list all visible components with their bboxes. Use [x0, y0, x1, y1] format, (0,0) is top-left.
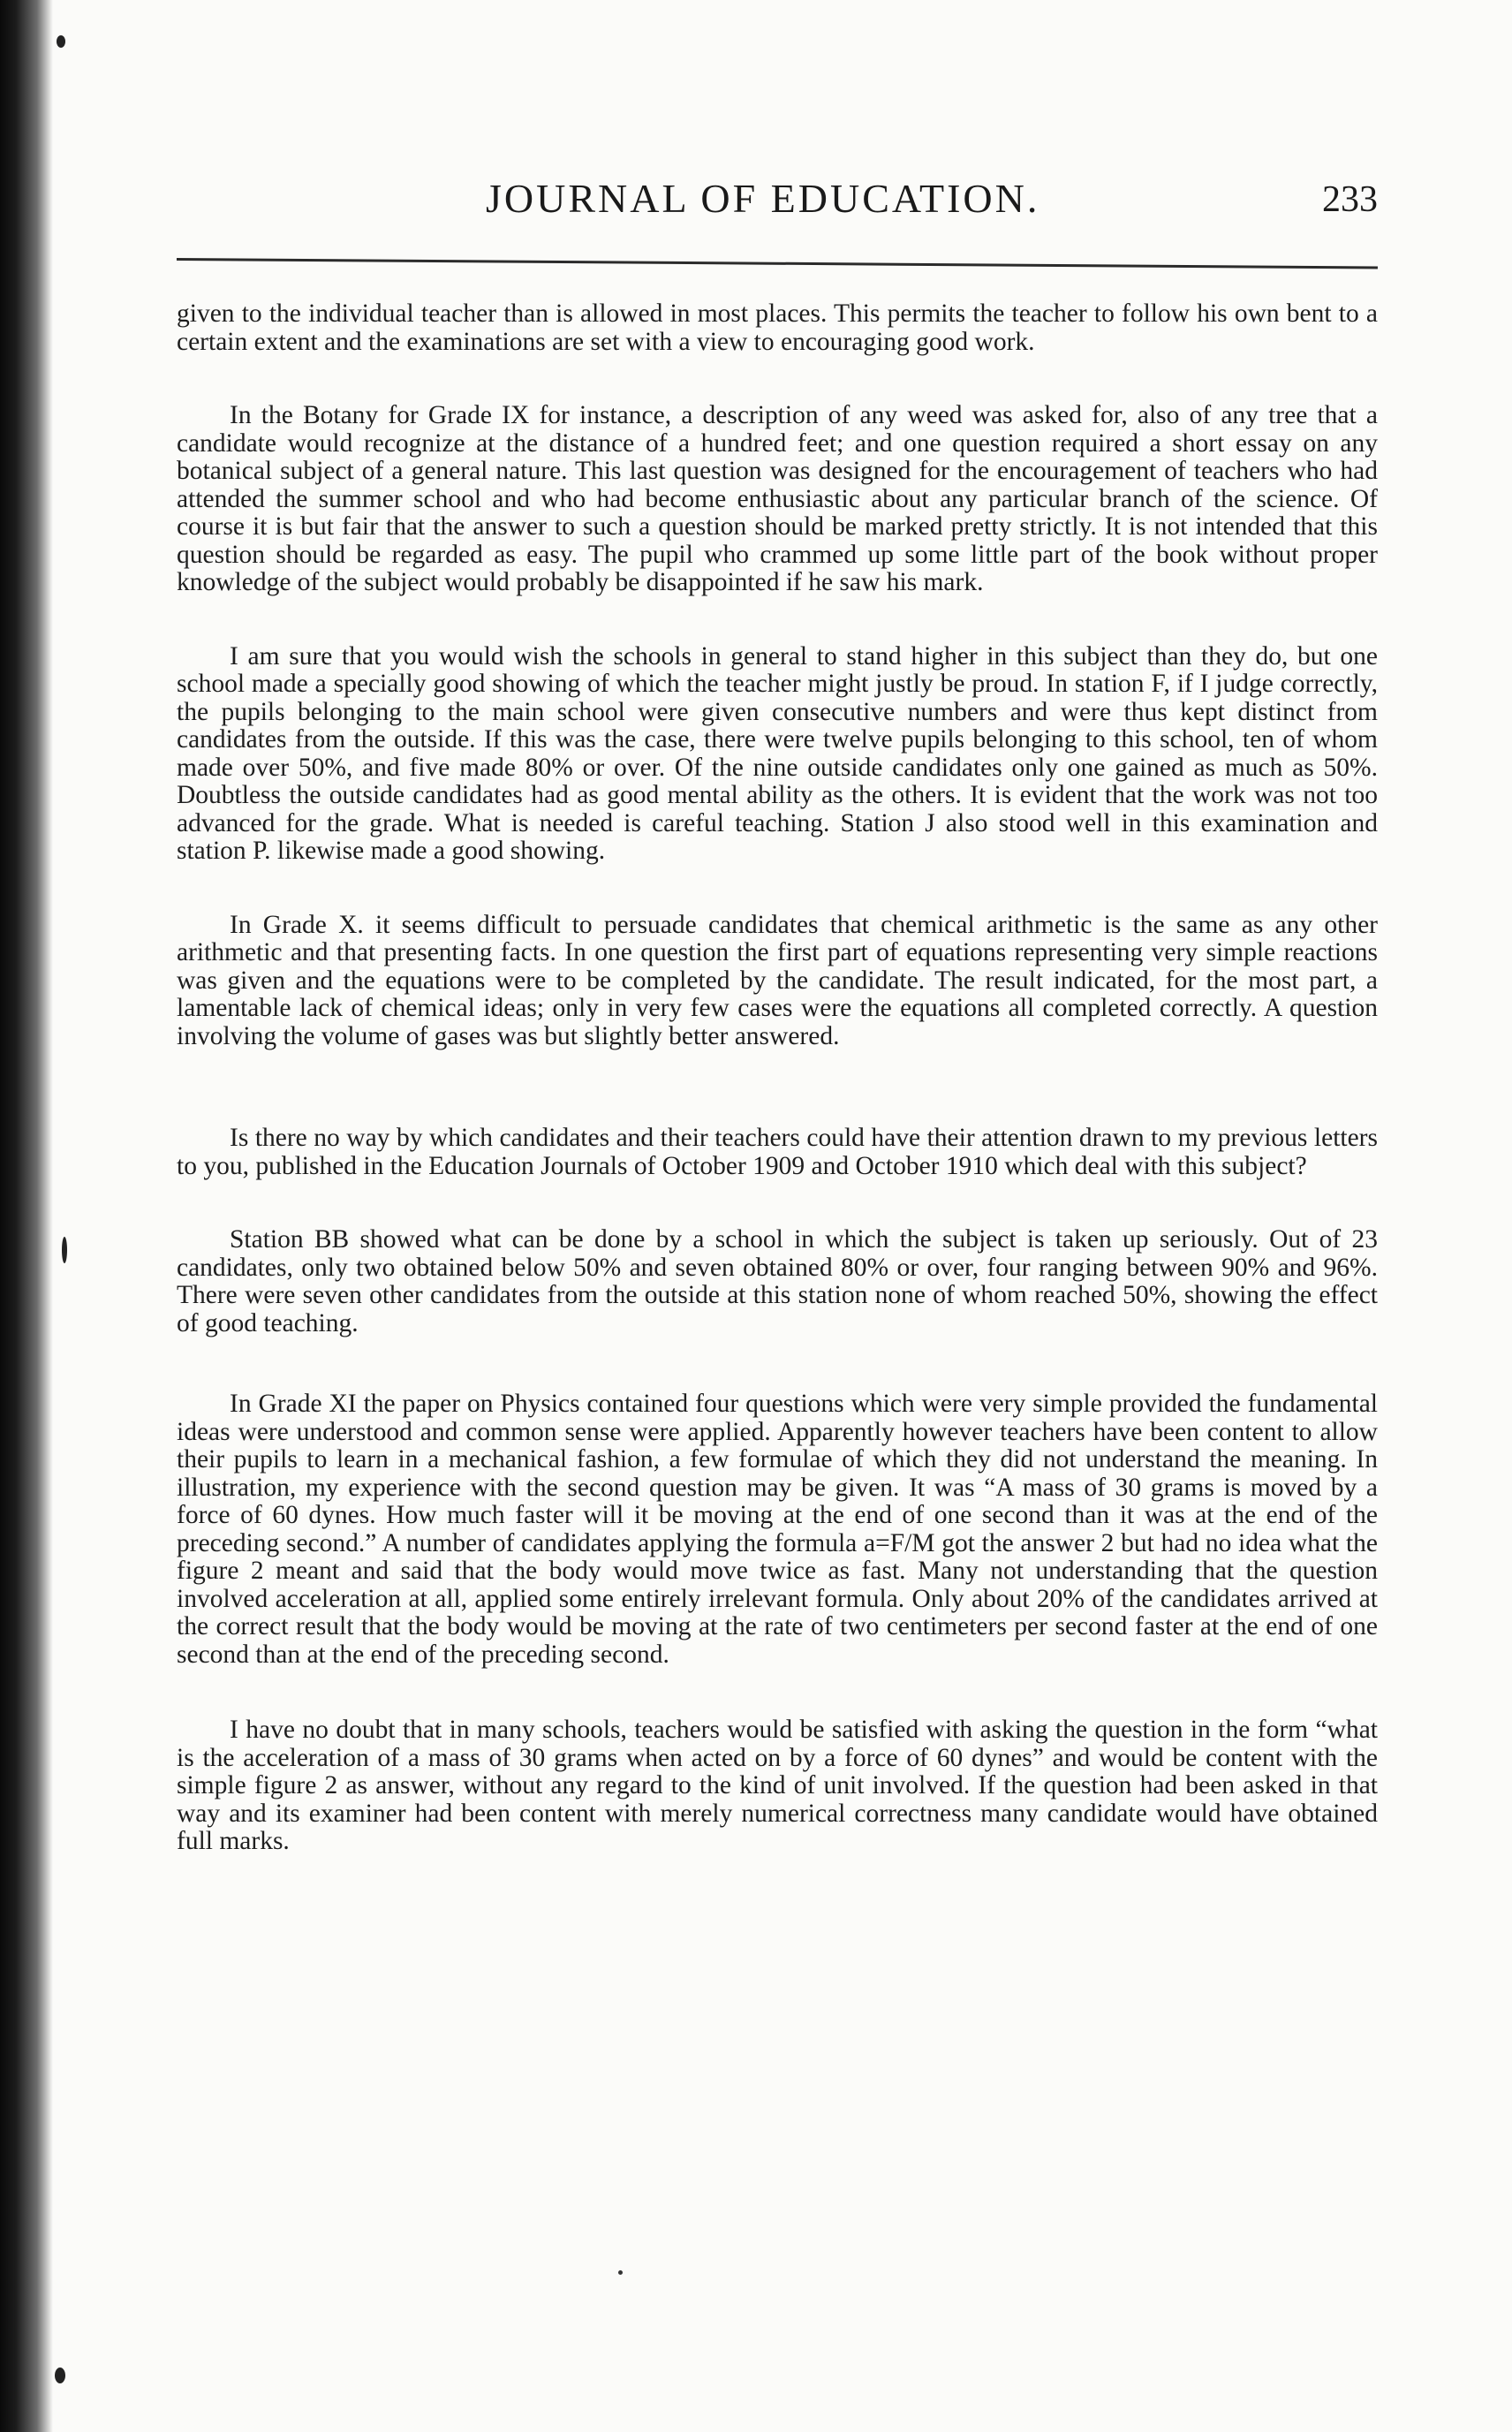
page-number: 233 [1322, 179, 1378, 220]
paragraph: I have no doubt that in many schools, teachers would be satisfied with asking the question in the form “what is the acceleration of a mass of 30 grams when acted on by a force of 60 dynes” and would be content with the simple figure 2 as answer, without any regard to the kind of unit involved. If the question had been asked in that way and its examiner had been content with merely numerical correctness many candidate would have obtained full marks. [177, 1716, 1378, 1855]
paragraph: In Grade XI the paper on Physics contained four questions which were very simple provided the fundamental ideas were understood and common sense were applied. Apparently however teachers have been content to allow their pupils to learn in a mechanical fashion, a few formulae of which they did not understand the meaning. In illustration, my experience with the second question may be given. It was “A mass of 30 grams is moved by a force of 60 dynes. How much faster will it be moving at the end of one second than it was at the end of the preceding second.” A number of candidates applying the formula a=F/M got the answer 2 but had no idea what the figure 2 meant and said that the body would move twice as fast. Many not understanding that the question involved acceleration at all, applied some entirely irrelevant formula. Only about 20% of the candidates arrived at the correct result that the body would be moving at the rate of two centimeters per second faster at the end of one second than at the end of the preceding second. [177, 1390, 1378, 1669]
header-rule [177, 258, 1378, 269]
paragraph: Station BB showed what can be done by a school in which the subject is taken up seriously. Out of 23 candidates, only two obtained below 50% and seven obtained 80% or over, four ranging between 90% and 96%. There were seven other candidates from the outside at this station none of whom reached 50%, showing the effect of good teaching. [177, 1225, 1378, 1337]
scan-speck [62, 1237, 67, 1263]
paragraph: I am sure that you would wish the schools in general to stand higher in this subject than they do, but one school made a specially good showing of which the teacher might justly be proud. In station F, if I judge correctly, the pupils belonging to the main school were given consecutive numbers and were thus kept distinct from candidates from the outside. If this was the case, there were twelve pupils belonging to this school, ten of whom made over 50%, and five made 80% or over. Of the nine outside candidates only one gained as much as 50%. Doubtless the outside candidates had as good mental ability as the others. It is evident that the work was not too advanced for the grade. What is needed is careful teaching. Station J also stood well in this examination and station P. likewise made a good showing. [177, 641, 1378, 865]
paragraph: In Grade X. it seems difficult to persuade candidates that chemical arithmetic is the same as any other arithmetic and that presenting facts. In one question the first part of equations representing very simple reactions was given and the equations were to be completed by the candidate. The result indicated, for the most part, a lamentable lack of chemical ideas; only in very few cases were the equations all completed correctly. A question involving the volume of gases was but slightly better answered. [177, 910, 1378, 1050]
scan-speck [55, 2368, 65, 2383]
binding-shadow [0, 0, 53, 2432]
paragraph: Is there no way by which candidates and their teachers could have their attention drawn to my previous letters to you, published in the Education Journals of October 1909 and October 1910 which deal with this subject? [177, 1124, 1378, 1180]
running-header [177, 175, 1378, 246]
paragraph: In the Botany for Grade IX for instance, a description of any weed was asked for, also of any tree that a candidate would recognize at the distance of a hundred feet; and one question required a short essay on any botanical subject of a general nature. This last question was designed for the encouragement of teachers who had attended the summer school and who had become enthusiastic about any particular branch of the science. Of course it is but fair that the answer to such a question should be marked pretty strictly. It is not intended that this question should be regarded as easy. The pupil who crammed up some little part of the book without proper knowledge of the subject would probably be disappointed if he saw his mark. [177, 401, 1378, 596]
scan-mark [618, 2270, 623, 2275]
scan-speck [57, 35, 65, 48]
article-body [177, 300, 1378, 1856]
journal-title: JOURNAL OF EDUCATION. [486, 176, 1040, 221]
paragraph: given to the individual teacher than is allowed in most places. This permits the teacher to follow his own bent to a certain extent and the examinations are set with a view to encouraging good work. [177, 299, 1378, 356]
